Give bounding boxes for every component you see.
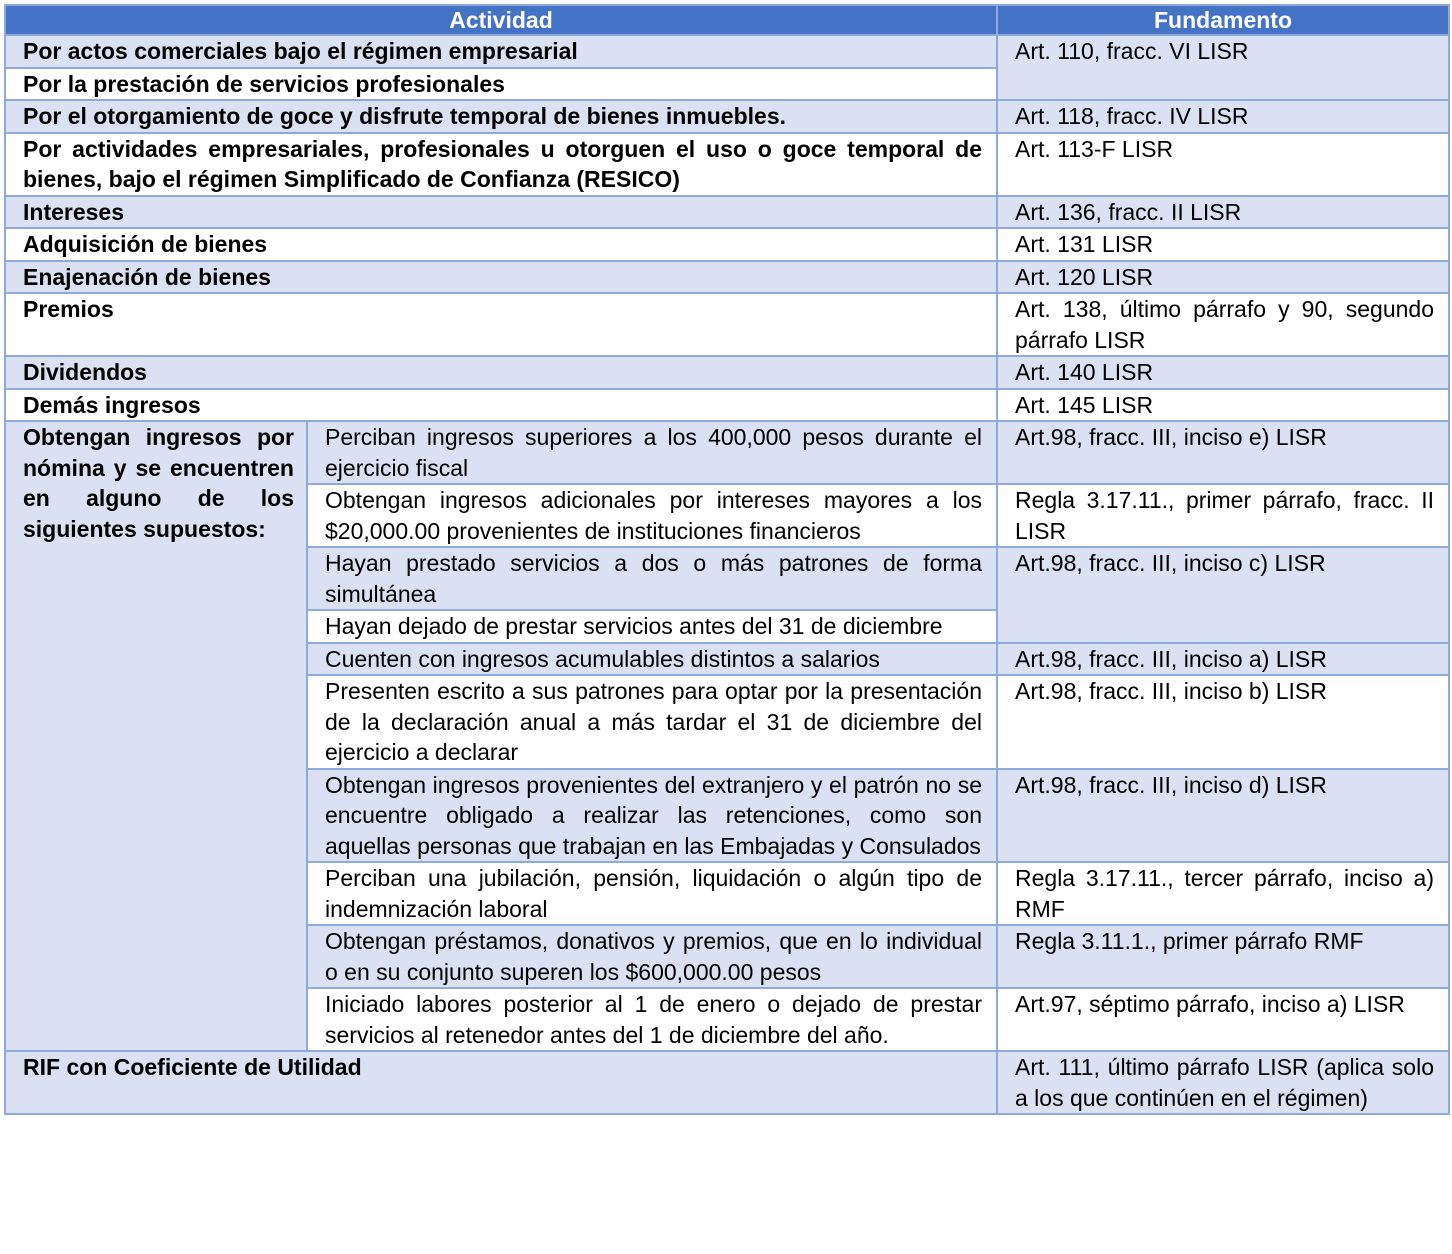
fundamento-cell: Art.97, séptimo párrafo, inciso a) LISR [997,988,1449,1051]
header-actividad: Actividad [5,5,997,35]
actividad-cell: Intereses [5,196,997,229]
actividad-cell: Por actividades empresariales, profesionales u otorguen el uso o goce temporal de bienes, bajo el régimen Simplificado de Confianza (RESICO) [5,133,997,196]
supuesto-cell: Perciban ingresos superiores a los 400,000 pesos durante el ejercicio fiscal [307,421,997,484]
fundamento-cell: Art. 131 LISR [997,228,1449,261]
table-row [5,228,1449,261]
supuesto-cell: Presenten escrito a sus patrones para optar por la presentación de la declaración anual a más tardar el 31 de diciembre del ejercicio a declarar [307,675,997,769]
header-fundamento: Fundamento [997,5,1449,35]
supuesto-cell: Cuenten con ingresos acumulables distintos a salarios [307,643,997,676]
fundamento-cell: Art. 110, fracc. VI LISR [997,35,1449,100]
fundamento-cell: Art. 111, último párrafo LISR (aplica solo a los que continúen en el régimen) [997,1051,1449,1114]
table-row [5,100,1449,133]
actividad-cell: Enajenación de bienes [5,261,997,294]
fundamento-cell: Regla 3.17.11., tercer párrafo, inciso a) RMF [997,862,1449,925]
fundamento-cell: Art. 136, fracc. II LISR [997,196,1449,229]
supuesto-cell: Obtengan ingresos adicionales por intereses mayores a los $20,000.00 provenientes de instituciones financieros [307,484,997,547]
fundamento-cell: Art. 120 LISR [997,261,1449,294]
fundamento-cell: Art. 118, fracc. IV LISR [997,100,1449,133]
actividad-cell: Por el otorgamiento de goce y disfrute temporal de bienes inmuebles. [5,100,997,133]
table-row [5,35,1449,68]
fundamento-cell: Regla 3.17.11., primer párrafo, fracc. II LISR [997,484,1449,547]
fundamento-cell: Art. 140 LISR [997,356,1449,389]
header-row [5,5,1449,35]
table-row [5,1051,1449,1114]
supuesto-cell: Hayan dejado de prestar servicios antes del 31 de diciembre [307,610,997,643]
fundamento-cell: Art. 138, último párrafo y 90, segundo párrafo LISR [997,293,1449,356]
table-row [5,196,1449,229]
actividad-cell: Dividendos [5,356,997,389]
actividad-cell: Por actos comerciales bajo el régimen empresarial [5,35,997,68]
table-row [5,389,1449,422]
supuesto-cell: Iniciado labores posterior al 1 de enero o dejado de prestar servicios al retenedor antes del 1 de diciembre del año. [307,988,997,1051]
fundamento-cell: Art.98, fracc. III, inciso b) LISR [997,675,1449,769]
fundamento-cell: Art.98, fracc. III, inciso e) LISR [997,421,1449,484]
nomina-cell: Obtengan ingresos por nómina y se encuentren en alguno de los siguientes supuestos: [5,421,307,1051]
actividad-cell: Por la prestación de servicios profesionales [5,68,997,101]
table-row [5,293,1449,356]
fundamento-cell: Art.98, fracc. III, inciso d) LISR [997,769,1449,863]
actividad-cell: Premios [5,293,997,356]
table-row [5,133,1449,196]
supuesto-cell: Perciban una jubilación, pensión, liquidación o algún tipo de indemnización laboral [307,862,997,925]
fundamento-cell: Art.98, fracc. III, inciso c) LISR [997,547,1449,643]
fundamento-cell: Art. 145 LISR [997,389,1449,422]
supuesto-cell: Obtengan ingresos provenientes del extranjero y el patrón no se encuentre obligado a realizar las retenciones, como son aquellas personas que trabajan en las Embajadas y Consulados [307,769,997,863]
fundamento-cell: Art.98, fracc. III, inciso a) LISR [997,643,1449,676]
fundamento-cell: Regla 3.11.1., primer párrafo RMF [997,925,1449,988]
actividad-cell: Adquisición de bienes [5,228,997,261]
supuesto-cell: Obtengan préstamos, donativos y premios, que en lo individual o en su conjunto superen los $600,000.00 pesos [307,925,997,988]
table-row [5,261,1449,294]
table-row [5,356,1449,389]
actividad-cell: RIF con Coeficiente de Utilidad [5,1051,997,1114]
table-row [5,421,1449,484]
fundamento-table [4,4,1450,1115]
supuesto-cell: Hayan prestado servicios a dos o más patrones de forma simultánea [307,547,997,610]
actividad-cell: Demás ingresos [5,389,997,422]
fundamento-cell: Art. 113-F LISR [997,133,1449,196]
